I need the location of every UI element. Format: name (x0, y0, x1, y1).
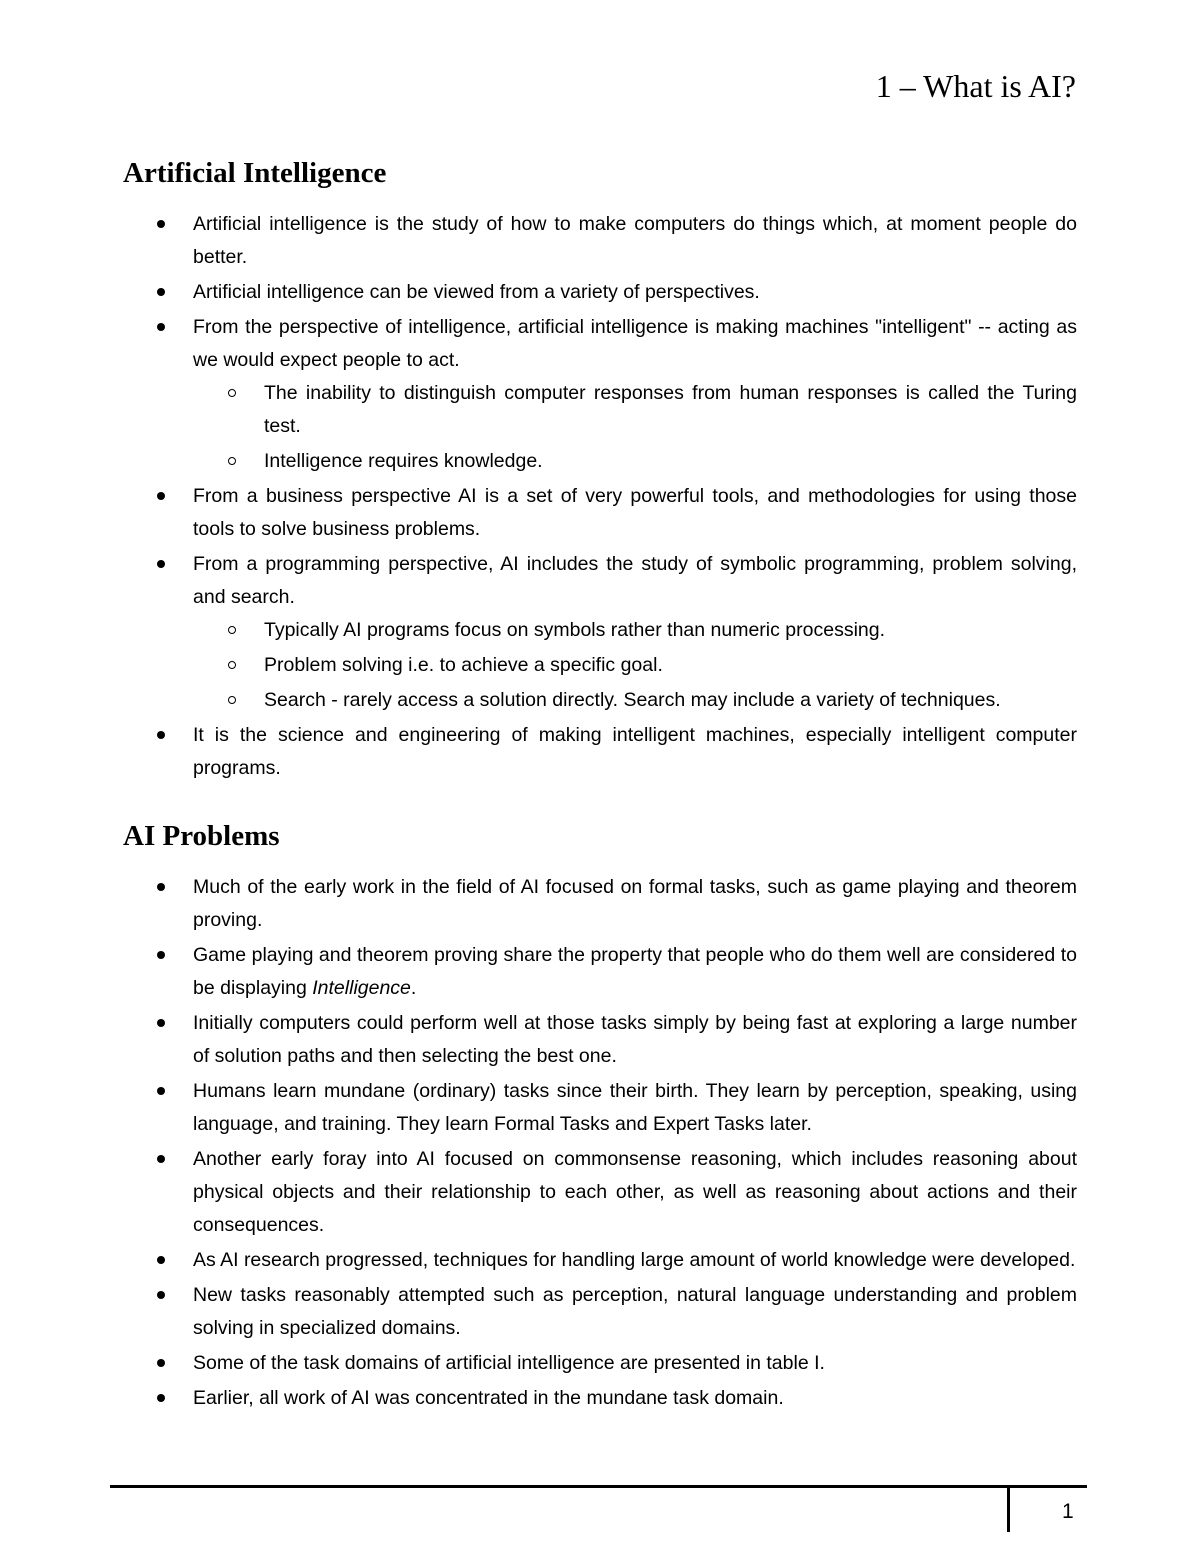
bullet-icon (157, 1256, 165, 1264)
sub-list (193, 377, 1077, 478)
bullet-icon (157, 731, 165, 739)
sub-list (193, 614, 1077, 717)
sub-list-item-text: Problem solving i.e. to achieve a specific goal. (264, 654, 663, 676)
section-heading-artificial-intelligence: Artificial Intelligence (123, 157, 387, 189)
bullet-icon (157, 1359, 165, 1367)
list-item (193, 1075, 1077, 1141)
sub-list-item (264, 649, 1077, 682)
circle-bullet-icon (228, 389, 236, 397)
bullet-icon (157, 220, 165, 228)
list-item (193, 1382, 1077, 1415)
bullet-icon (157, 492, 165, 500)
list-item-text-end: . (410, 977, 417, 999)
list-item-text: Initially computers could perform well at those tasks simply by being fast at exploring a large number of solution paths and then selecting the best one. (193, 1012, 1077, 1067)
circle-bullet-icon (228, 457, 236, 465)
list-item-text: From a programming perspective, AI includes the study of symbolic programming, problem solving, and search. (193, 553, 1077, 608)
sub-list-item (264, 445, 1077, 478)
bullet-icon (157, 560, 165, 568)
list-item (193, 939, 1077, 1005)
bullet-icon (157, 883, 165, 891)
circle-bullet-icon (228, 626, 236, 634)
page-number: 1 (1062, 1500, 1074, 1523)
list-item (193, 871, 1077, 937)
list-item-text: It is the science and engineering of making intelligent machines, especially intelligent computer programs. (193, 724, 1077, 779)
list-item (193, 548, 1077, 717)
list-item (193, 208, 1077, 274)
list-item-text: Artificial intelligence can be viewed from a variety of perspectives. (193, 281, 760, 303)
sub-list-item (264, 684, 1077, 717)
bullet-icon (157, 951, 165, 959)
list-item (193, 719, 1077, 785)
bullet-icon (157, 288, 165, 296)
bullet-icon (157, 1291, 165, 1299)
chapter-title: 1 – What is AI? (875, 68, 1076, 104)
list-item-text: From the perspective of intelligence, artificial intelligence is making machines "intelligent" -- acting as we would expect people to act. (193, 316, 1077, 371)
section-heading-ai-problems: AI Problems (123, 820, 280, 852)
emphasis-text: Intelligence (312, 977, 411, 999)
circle-bullet-icon (228, 696, 236, 704)
list-item (193, 1244, 1077, 1277)
list-item-text: Earlier, all work of AI was concentrated in the mundane task domain. (193, 1387, 784, 1409)
bullet-icon (157, 1087, 165, 1095)
sub-list-item-text: Intelligence requires knowledge. (264, 450, 543, 472)
sub-list-item (264, 614, 1077, 647)
bullet-list-ai-problems (193, 871, 1077, 1417)
bullet-icon (157, 1394, 165, 1402)
list-item (193, 311, 1077, 478)
bullet-icon (157, 1019, 165, 1027)
list-item-text: Some of the task domains of artificial intelligence are presented in table I. (193, 1352, 825, 1374)
sub-list-item-text: Search - rarely access a solution directly. Search may include a variety of techniques. (264, 689, 1001, 711)
bullet-list-artificial-intelligence (193, 208, 1077, 787)
list-item-text: New tasks reasonably attempted such as perception, natural language understanding and problem solving in specialized domains. (193, 1284, 1077, 1339)
list-item-text: Artificial intelligence is the study of how to make computers do things which, at moment people do better. (193, 213, 1077, 268)
list-item (193, 480, 1077, 546)
list-item-text: Game playing and theorem proving share the property that people who do them well are considered to be displaying (193, 944, 1077, 999)
footer-divider (110, 1485, 1087, 1488)
bullet-icon (157, 323, 165, 331)
list-item (193, 1279, 1077, 1345)
sub-list-item-text: The inability to distinguish computer responses from human responses is called the Turing test. (264, 382, 1077, 437)
list-item-text: From a business perspective AI is a set of very powerful tools, and methodologies for using those tools to solve business problems. (193, 485, 1077, 540)
list-item (193, 1007, 1077, 1073)
sub-list-item-text: Typically AI programs focus on symbols rather than numeric processing. (264, 619, 886, 641)
list-item-text: Another early foray into AI focused on commonsense reasoning, which includes reasoning about physical objects and their relationship to each other, as well as reasoning about actions and their consequences. (193, 1148, 1077, 1236)
list-item-text: Much of the early work in the field of AI focused on formal tasks, such as game playing and theorem proving. (193, 876, 1077, 931)
bullet-icon (157, 1155, 165, 1163)
circle-bullet-icon (228, 661, 236, 669)
list-item (193, 276, 1077, 309)
sub-list-item (264, 377, 1077, 443)
list-item-text: Humans learn mundane (ordinary) tasks since their birth. They learn by perception, speaking, using language, and training. They learn Formal Tasks and Expert Tasks later. (193, 1080, 1077, 1135)
list-item (193, 1143, 1077, 1242)
list-item-text: As AI research progressed, techniques for handling large amount of world knowledge were developed. (193, 1249, 1076, 1271)
footer-page-separator (1007, 1488, 1010, 1532)
list-item (193, 1347, 1077, 1380)
